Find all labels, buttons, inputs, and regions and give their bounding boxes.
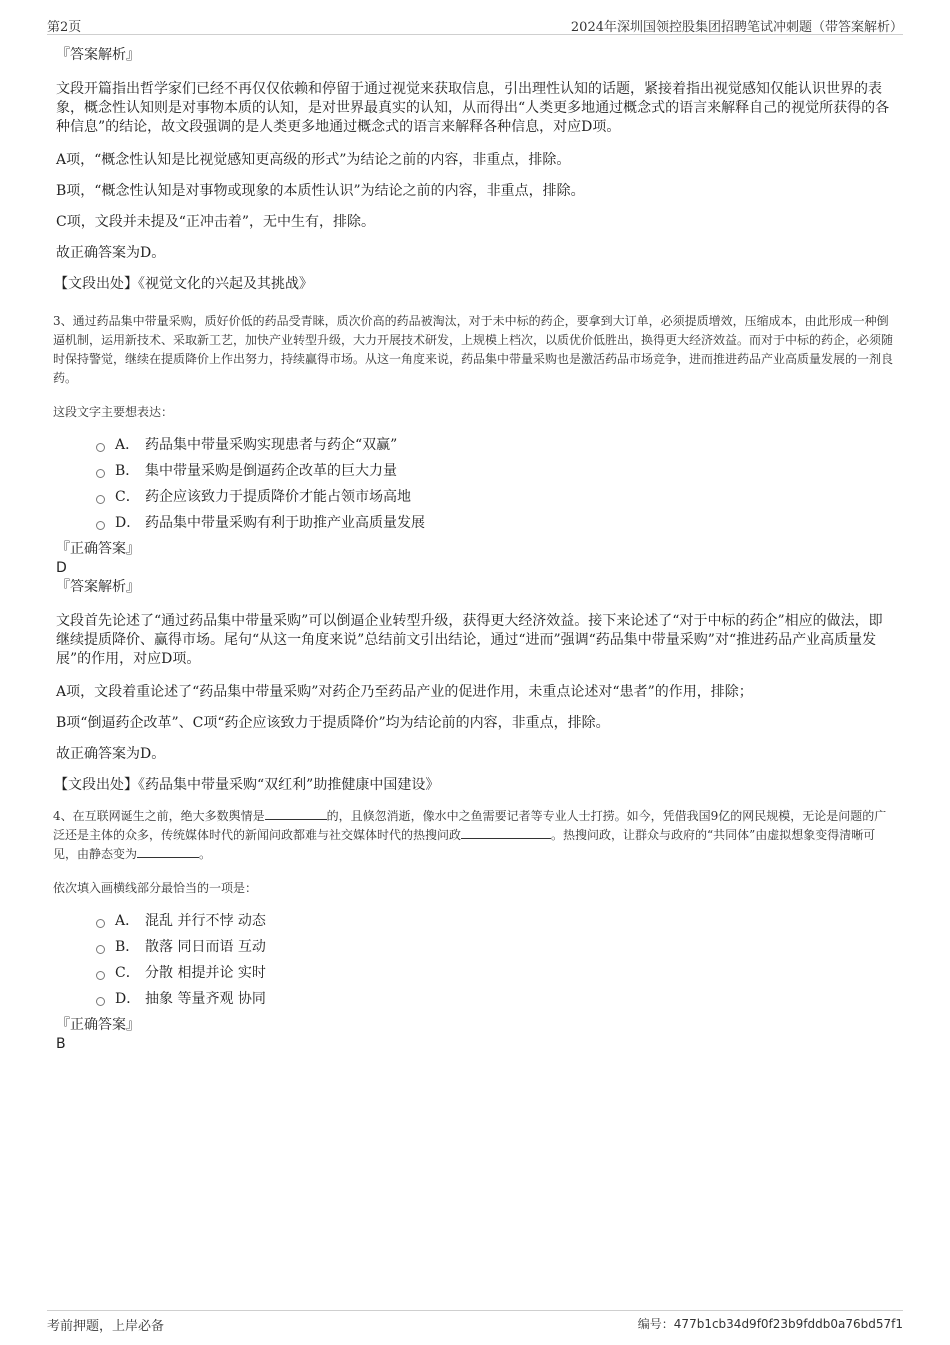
q3-analysis-label: 『答案解析』 (56, 579, 140, 595)
q2-source: 【文段出处】《视觉文化的兴起及其挑战》 (54, 276, 313, 292)
q3-option[interactable]: C． 药企应该致力于提质降价才能占领市场高地 (96, 484, 894, 510)
q4-prompt: 依次填入画横线部分最恰当的一项是： (53, 881, 258, 895)
page-footer (47, 1310, 903, 1333)
fill-blank (265, 807, 327, 820)
q2-analysis-label: 『答案解析』 (56, 47, 140, 63)
q3-option-bc-note: B项“倒逼药企改革”、C项“药企应该致力于提质降价”均为结论前的内容，非重点，排除。 (56, 715, 610, 731)
q4-option[interactable]: D． 抽象 等量齐观 协同 (96, 986, 894, 1012)
q4-stem: 4、在互联网诞生之前，绝大多数舆情是 的，且倏忽消逝，像水中之鱼需要记者等专业人士打捞。如今，凭借我国9亿的网民规模，无论是问题的广泛还是主体的众多，传统媒体时代的新闻问政都难与社交媒体时代的热搜问政 。热搜问政，让群众与政府的“共同体”由虚拟想象变得清晰可见，由静态变为 。 (53, 809, 887, 861)
q2-analysis-paragraph: 文段开篇指出哲学家们已经不再仅仅依赖和停留于通过视觉来获取信息，引出理性认知的话题，紧接着指出视觉感知仅能认识世界的表象，概念性认知则是对事物本质的认知，是对世界最真实的认知，从而得出“人类更多地通过概念式的语言来解释自己的视觉所获得的各种信息”的结论，故文段强调的是人类更多地通过概念式的语言来解释各种信息，对应D项。 (56, 81, 890, 135)
q3-prompt: 这段文字主要想表达： (53, 405, 174, 419)
q2-option-b-note: B项，“概念性认知是对事物或现象的本质性认识”为结论之前的内容，非重点，排除。 (56, 183, 585, 199)
radio-button-icon[interactable] (96, 971, 105, 980)
q2-option-a-note: A项，“概念性认知是比视觉感知更高级的形式”为结论之前的内容，非重点，排除。 (56, 152, 571, 168)
radio-button-icon[interactable] (96, 997, 105, 1006)
q3-analysis-paragraph: 文段首先论述了“通过药品集中带量采购”可以倒逼企业转型升级，获得更大经济效益。接下来论述了“对于中标的药企”相应的做法，即继续提质降价、赢得市场。尾句“从这一角度来说”总结前文引出结论，通过“进而”强调“药品集中带量采购”对“推进药品产业高质量发展”的作用，对应D项。 (56, 613, 883, 667)
q3-conclusion: 故正确答案为D。 (56, 746, 166, 762)
q3-options (96, 432, 894, 536)
radio-button-icon[interactable] (96, 495, 105, 504)
q3-option-a-note: A项，文段着重论述了“药品集中带量采购”对药企乃至药品产业的促进作用，未重点论述对“患者”的作用，排除； (56, 684, 753, 700)
q3-option[interactable]: B． 集中带量采购是倒逼药企改革的巨大力量 (96, 458, 894, 484)
q3-stem: 3、通过药品集中带量采购，质好价低的药品受青睐，质次价高的药品被淘汰，对于未中标的药企，要拿到大订单，必须提质增效，压缩成本，由此形成一种倒逼机制，运用新技术、采取新工艺，加快产业转型升级，大力开展技术研发，上规模上档次，以质优价低胜出，换得更大经济效益。而对于中标的药企，必须随时保持警觉，继续在提质降价上作出努力，持续赢得市场。从这一角度来说，药品集中带量采购也是激活药品市场竞争，进而推进药品产业高质量发展的一剂良药。 (53, 314, 894, 385)
radio-button-icon[interactable] (96, 521, 105, 530)
radio-button-icon[interactable] (96, 919, 105, 928)
page-number: 第2页 (47, 20, 82, 35)
q4-option[interactable]: C． 分散 相提并论 实时 (96, 960, 894, 986)
q3-option[interactable]: D． 药品集中带量采购有利于助推产业高质量发展 (96, 510, 894, 536)
radio-button-icon[interactable] (96, 469, 105, 478)
footer-slogan: 考前押题，上岸必备 (47, 1319, 165, 1334)
q2-conclusion: 故正确答案为D。 (56, 245, 166, 261)
page-header (47, 14, 903, 35)
document-title: 2024年深圳国领控股集团招聘笔试冲刺题（带答案解析） (570, 20, 903, 35)
q3-source: 【文段出处】《药品集中带量采购“双红利”助推健康中国建设》 (54, 777, 440, 793)
q4-answer: B (56, 1036, 66, 1052)
q4-options (96, 908, 894, 1012)
q3-option[interactable]: A． 药品集中带量采购实现患者与药企“双赢” (96, 432, 894, 458)
page-content (53, 46, 894, 1054)
radio-button-icon[interactable] (96, 443, 105, 452)
fill-blank (461, 826, 551, 839)
q3-answer-label: 『正确答案』 (56, 541, 140, 557)
q4-answer-label: 『正确答案』 (56, 1017, 140, 1033)
fill-blank (137, 845, 199, 858)
q4-option[interactable]: B． 散落 同日而语 互动 (96, 934, 894, 960)
q4-option[interactable]: A． 混乱 并行不悖 动态 (96, 908, 894, 934)
document-code: 编号：477b1cb34d9f0f23b9fddb0a76bd57f1 (637, 1317, 903, 1331)
radio-button-icon[interactable] (96, 945, 105, 954)
q2-option-c-note: C项，文段并未提及“正冲击着”，无中生有，排除。 (56, 214, 376, 230)
q3-answer: D (56, 560, 67, 576)
